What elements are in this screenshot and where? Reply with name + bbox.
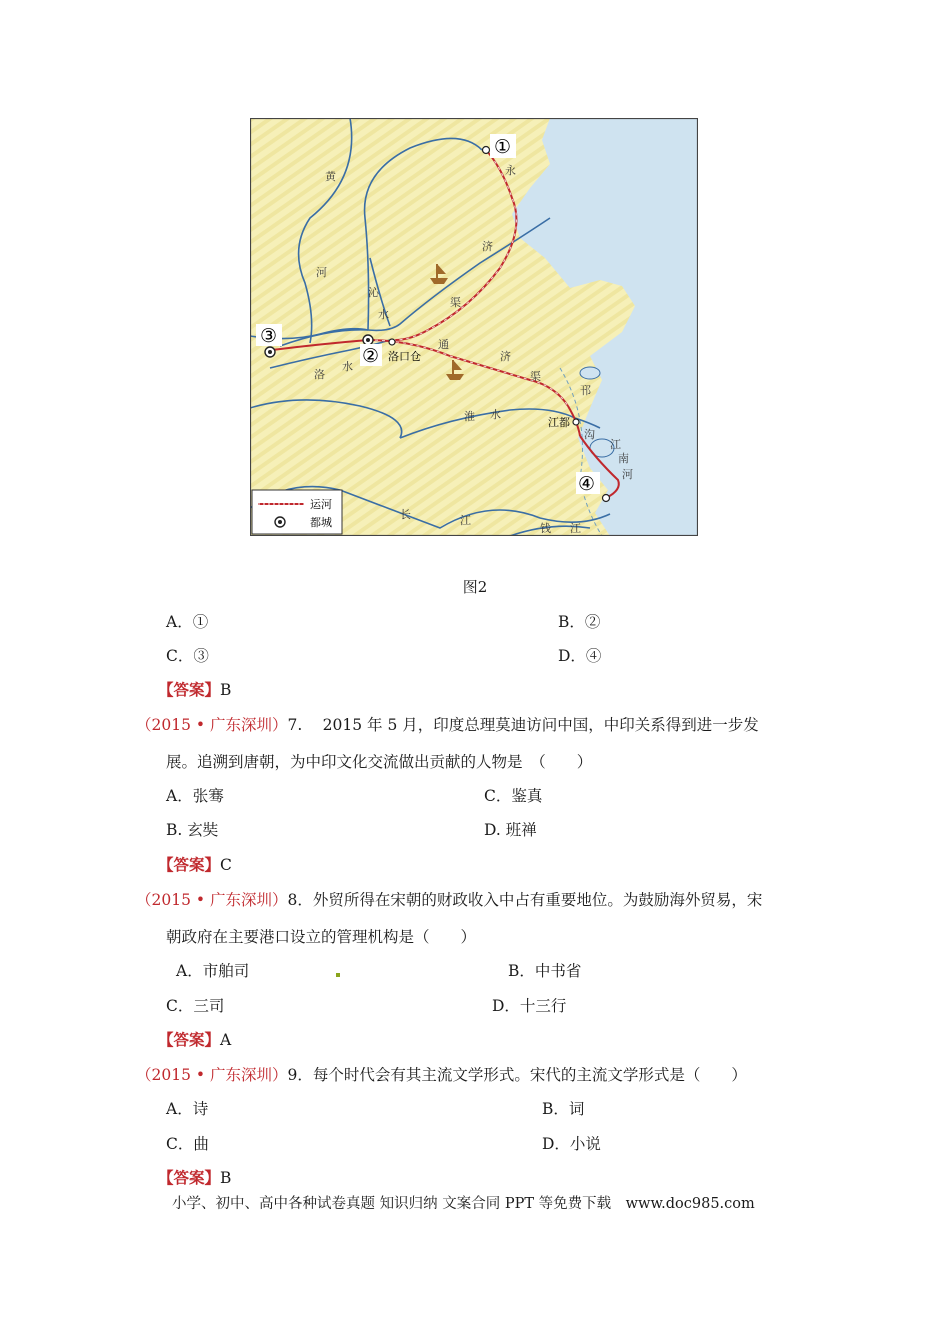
q7-source: （2015 • 广东深圳）: [136, 716, 288, 734]
figure-caption: 图2: [462, 578, 488, 596]
legend-capital-label: 都城: [310, 516, 332, 529]
label-luokoucang: 洛口仓: [388, 350, 421, 363]
q9-option-b: B．词: [542, 1100, 585, 1118]
q6-answer-value: B: [220, 681, 232, 699]
river-char-huai: 淮: [464, 410, 475, 423]
q8-line1: [136, 890, 762, 910]
river-char-gou: 沟: [584, 428, 595, 441]
point-4-dot: [603, 495, 610, 502]
q6-option-a: A．①: [166, 613, 209, 631]
marker-3: ③: [260, 325, 278, 347]
q8-option-c: C．三司: [166, 997, 225, 1015]
river-char-shui: 水: [378, 308, 389, 321]
q9-line1: [136, 1065, 747, 1085]
river-char-qin: 沁: [368, 286, 379, 299]
marker-2: ②: [362, 345, 380, 367]
hongze-lake: [580, 367, 600, 379]
q8-option-b: B．中书省: [508, 962, 582, 980]
marker-4: ④: [578, 473, 596, 495]
river-char-qu: 渠: [450, 296, 461, 309]
river-char-qian-jiang: 江: [570, 522, 581, 535]
q9-option-c: C．曲: [166, 1135, 209, 1153]
q7-answer-bracket: 【答案】: [158, 855, 221, 874]
capital-3-icon: [265, 347, 275, 357]
q9-option-a: A．诗: [166, 1100, 209, 1118]
jiangdu-dot: [573, 419, 579, 425]
river-char-luo: 洛: [314, 368, 325, 381]
q7-text-1: 7. 2015 年 5 月，印度总理莫迪访问中国，中印关系得到进一步发: [287, 716, 759, 734]
river-char-han: 邗: [580, 384, 591, 397]
legend-canal-label: 运河: [310, 498, 332, 511]
q7-option-a: A．张骞: [166, 787, 224, 805]
decorative-dot: [336, 973, 340, 977]
legend-capital-icon-center: [278, 520, 282, 524]
river-char-jiang-n: 江: [610, 438, 621, 451]
q9-option-d: D．小说: [542, 1135, 601, 1153]
q9-source: （2015 • 广东深圳）: [136, 1066, 288, 1084]
q8-line2: 朝政府在主要港口设立的管理机构是（ ）: [166, 928, 477, 946]
river-char-qian: 钱: [540, 522, 551, 535]
canal-map-figure: [250, 118, 698, 536]
river-char-tong: 通: [438, 338, 449, 351]
label-jiangdu: 江都: [548, 416, 570, 429]
q9-answer-value: B: [220, 1169, 232, 1187]
q8-answer-bracket: 【答案】: [158, 1030, 221, 1049]
marker-1: ①: [494, 136, 512, 158]
river-char-ji: 济: [482, 240, 493, 253]
river-char-nan: 南: [618, 452, 629, 465]
river-char-huang: 黄: [325, 170, 336, 183]
map-legend: [252, 490, 342, 534]
q9-text-1: 9．每个时代会有其主流文学形式。宋代的主流文学形式是（ ）: [287, 1066, 747, 1084]
q8-text-1: 8．外贸所得在宋朝的财政收入中占有重要地位。为鼓励海外贸易，宋: [287, 891, 763, 909]
q6-option-b: B．②: [558, 613, 601, 631]
q8-answer-value: A: [220, 1031, 232, 1049]
q7-line2: 展。追溯到唐朝，为中印文化交流做出贡献的人物是 （ ）: [166, 753, 593, 771]
q9-answer: [158, 1168, 231, 1188]
q7-line1: [136, 715, 759, 735]
q8-answer: [158, 1030, 231, 1050]
q8-option-d: D．十三行: [492, 997, 567, 1015]
q7-option-c: C．鉴真: [484, 787, 543, 805]
canal-map: [250, 118, 698, 536]
river-char-luo-shui: 水: [342, 360, 353, 373]
river-char-chang: 长: [400, 508, 411, 521]
river-char-he-n: 河: [622, 468, 633, 481]
q6-answer: [158, 680, 231, 700]
river-char-tongqu: 渠: [530, 370, 541, 383]
q6-option-d: D．④: [558, 647, 602, 665]
q7-answer: [158, 855, 232, 875]
river-char-he: 河: [316, 266, 327, 279]
river-char-yong: 永: [505, 164, 516, 177]
river-char-tongji: 济: [500, 350, 511, 363]
footer-text: 小学、初中、高中各种试卷真题 知识归纳 文案合同 PPT 等免费下载 www.doc985.com: [172, 1196, 755, 1212]
capital-2-icon: [363, 335, 373, 345]
luokoucang-dot: [389, 339, 395, 345]
river-char-jiang: 江: [460, 514, 471, 527]
q8-source: （2015 • 广东深圳）: [136, 891, 288, 909]
q9-answer-bracket: 【答案】: [158, 1168, 221, 1187]
q6-answer-bracket: 【答案】: [158, 680, 221, 699]
q7-option-d: D. 班禅: [484, 821, 537, 839]
river-char-huai-shui: 水: [490, 408, 501, 421]
q7-answer-value: C: [220, 856, 232, 874]
q6-option-c: C．③: [166, 647, 209, 665]
q8-option-a: A．市舶司: [176, 962, 250, 980]
point-1-dot: [483, 147, 490, 154]
q7-option-b: B. 玄奘: [166, 821, 219, 839]
